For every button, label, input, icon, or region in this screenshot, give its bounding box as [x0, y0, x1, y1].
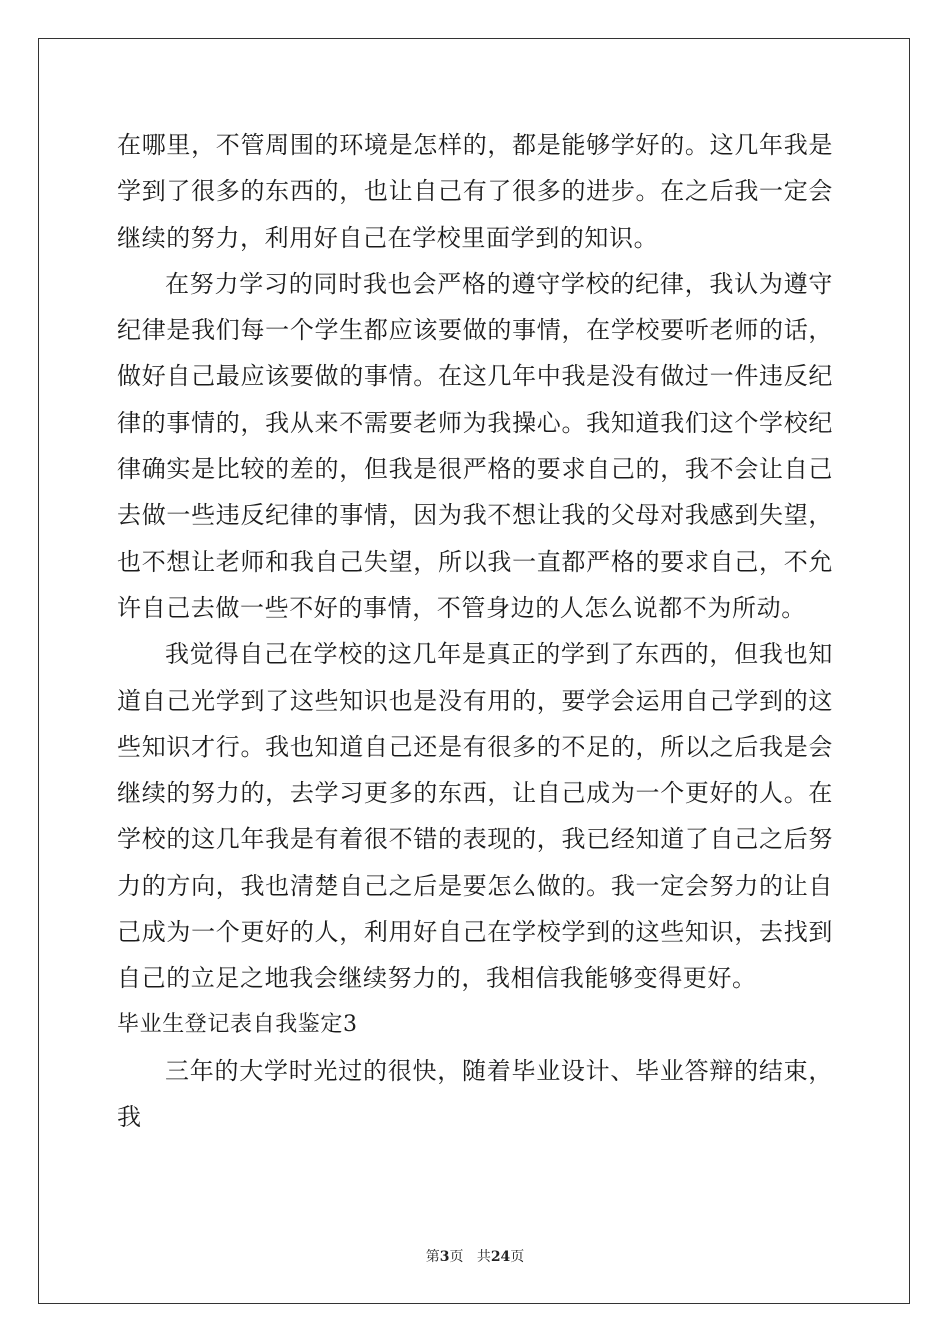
- total-suffix: 页: [510, 1249, 525, 1265]
- total-prefix: 共: [476, 1249, 491, 1265]
- paragraph-1: 在哪里，不管周围的环境是怎样的，都是能够学好的。这几年我是学到了很多的东西的，也让自己有了很多的进步。在之后我一定会继续的努力，利用好自己在学校里面学到的知识。: [117, 131, 833, 252]
- page-footer: [0, 1246, 950, 1266]
- section-heading: 毕业生登记表自我鉴定3: [117, 1011, 358, 1037]
- paragraph-3: 我觉得自己在学校的这几年是真正的学到了东西的，但我也知道自己光学到了这些知识也是没有用的，要学会运用自己学到的这些知识才行。我也知道自己还是有很多的不足的，所以之后我是会继续的努力的，去学习更多的东西，让自己成为一个更好的人。在学校的这几年我是有着很不错的表现的，我已经知道了自己之后努力的方向，我也清楚自己之后是要怎么做的。我一定会努力的让自己成为一个更好的人，利用好自己在学校学到的这些知识，去找到自己的立足之地我会继续努力的，我相信我能够变得更好。: [117, 640, 833, 993]
- document-body: [117, 122, 833, 1141]
- total-pages: 24: [490, 1249, 511, 1265]
- page-suffix: 页: [449, 1249, 464, 1265]
- paragraph-4: 三年的大学时光过的很快，随着毕业设计、毕业答辩的结束，我: [117, 1056, 833, 1132]
- paragraph-2: 在努力学习的同时我也会严格的遵守学校的纪律，我认为遵守纪律是我们每一个学生都应该要做的事情，在学校要听老师的话，做好自己最应该要做的事情。在这几年中我是没有做过一件违反纪律的事情的，我从来不需要老师为我操心。我知道我们这个学校纪律确实是比较的差的，但我是很严格的要求自己的，我不会让自己去做一些违反纪律的事情，因为我不想让我的父母对我感到失望，也不想让老师和我自己失望，所以我一直都严格的要求自己，不允许自己去做一些不好的事情，不管身边的人怎么说都不为所动。: [117, 269, 833, 622]
- page-prefix: 第: [425, 1249, 440, 1265]
- page-number: 3: [439, 1249, 450, 1265]
